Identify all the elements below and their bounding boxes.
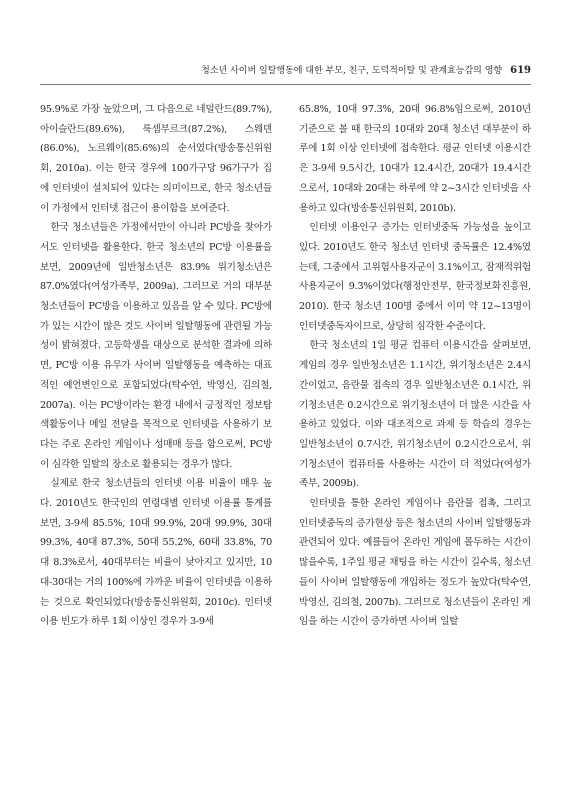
running-title: 청소년 사이버 일탈행동에 대한 부모, 친구, 도덕적이탈 및 관계효능감의 영향 <box>201 66 503 76</box>
header-rule <box>40 84 531 85</box>
right-column <box>299 100 531 770</box>
paragraph: 인터넷을 통한 온라인 게임이나 음란물 접촉, 그리고 인터넷중독의 증가현상 등은 청소년의 사이버 일탈행동과 관련되어 있다. 예를들어 온라인 게임에 몰두하는 시간이 많을수록, 1주일 평균 채팅을 하는 시간이 길수록, 청소년들이 사이버 일탈행동에 개입하는 정도가 높았다(탁수연, 박영신, 김의철, 2007b). 그러므로 청소년들이 온라인 게임을 하는 시간이 증가하면 사이버 일탈 <box>299 498 531 628</box>
paragraph: 65.8%, 10대 97.3%, 20대 96.8%임으로써, 2010년 기준으로 볼 때 한국의 10대와 20대 청소년 대부분이 하루에 1회 이상 인터넷에 접속한다. 평균 인터넷 이용시간은 3-9세 9.5시간, 10대가 12.4시간, 20대가 19.4시간으로서, 10대와 20대는 하루에 약 2~3시간 인터넷을 사용하고 있다(방송통신위원회, 2010b). <box>299 104 531 214</box>
body-columns <box>40 100 531 770</box>
paragraph: 실제로 한국 청소년들의 인터넷 이용 비율이 매우 높다. 2010년도 한국인의 연령대별 인터넷 이용률 통계를 보면, 3-9세 85.5%, 10대 99.9%, 20대 99.9%, 30대 99.3%, 40대 87.3%, 50대 55.2%, 60대 33.8%, 70대 8.3%로서, 40대부터는 비율이 낮아지고 있지만, 10대-30대는 거의 100%에 가까운 비율이 인터넷을 이용하는 것으로 확인되었다(방송통신위원회, 2010c). 인터넷 이용 빈도가 하루 1회 이상인 경우가 3-9세 <box>40 478 272 628</box>
paragraph: 한국 청소년들은 가정에서만이 아니라 PC방을 찾아가서도 인터넷을 활용한다. 한국 청소년의 PC방 이용률을 보면, 2009년에 일반청소년은 83.9% 위기청소년은 87.0%였다(여성가족부, 2009a). 그러므로 거의 대부분 청소년들이 PC방을 이용하고 있음을 알 수 있다. PC방에 가 있는 시간이 많은 것도 사이버 일탈행동에 관련될 가능성이 밝혀졌다. 고등학생을 대상으로 분석한 결과에 의하면, PC방 이용 유무가 사이버 일탈행동을 예측하는 대표적인 예언변인으로 포함되었다(탁수연, 박영신, 김의철, 2007a). 이는 PC방이라는 환경 내에서 긍정적인 정보탐색활동이나 메일 전달을 목적으로 인터넷을 사용하기 보다는 주로 온라인 게임이나 성매매 등을 함으로써, PC방이 심각한 일탈의 장소로 활용되는 경우가 많다. <box>40 222 272 470</box>
paragraph: 인터넷 이용인구 증가는 인터넷중독 가능성을 높이고 있다. 2010년도 한국 청소년 인터넷 중독률은 12.4%였는데, 그중에서 고위험사용자군이 3.1%이고, 잠재적위험사용자군이 9.3%이었다(행정안전부, 한국정보화진흥원, 2010). 한국 청소년 100명 중에서 이미 약 12~13명이 인터넷중독자이므로, 상당히 심각한 수준이다. <box>299 222 531 332</box>
paragraph: 95.9%로 가장 높았으며, 그 다음으로 네덜란드(89.7%), 아이슬란드(89.6%), 룩셈부르크(87.2%), 스웨덴(86.0%), 노르웨이(85.6%)의 순서였다(방송통신위원회, 2010a). 이는 한국 경우에 100가구당 96가구가 집에 인터넷이 설치되어 있다는 의미이므로, 한국 청소년들이 가정에서 인터넷 접근이 용이함을 보여준다. <box>40 104 272 214</box>
paragraph: 한국 청소년의 1일 평균 컴퓨터 이용시간을 살펴보면, 게임의 경우 일반청소년은 1.1시간, 위기청소년은 2.4시간이었고, 음란물 접속의 경우 일반청소년은 0.1시간, 위기청소년은 0.2시간으로 위기청소년이 더 많은 시간을 사용하고 있었다. 이와 대조적으로 과제 등 학습의 경우는 일반청소년이 0.7시간, 위기청소년이 0.2시간으로서, 위기청소년이 컴퓨터를 사용하는 시간이 더 적었다(여성가족부, 2009b). <box>299 340 531 490</box>
left-column <box>40 100 272 770</box>
page-number: 619 <box>510 65 531 76</box>
running-header <box>40 63 531 79</box>
